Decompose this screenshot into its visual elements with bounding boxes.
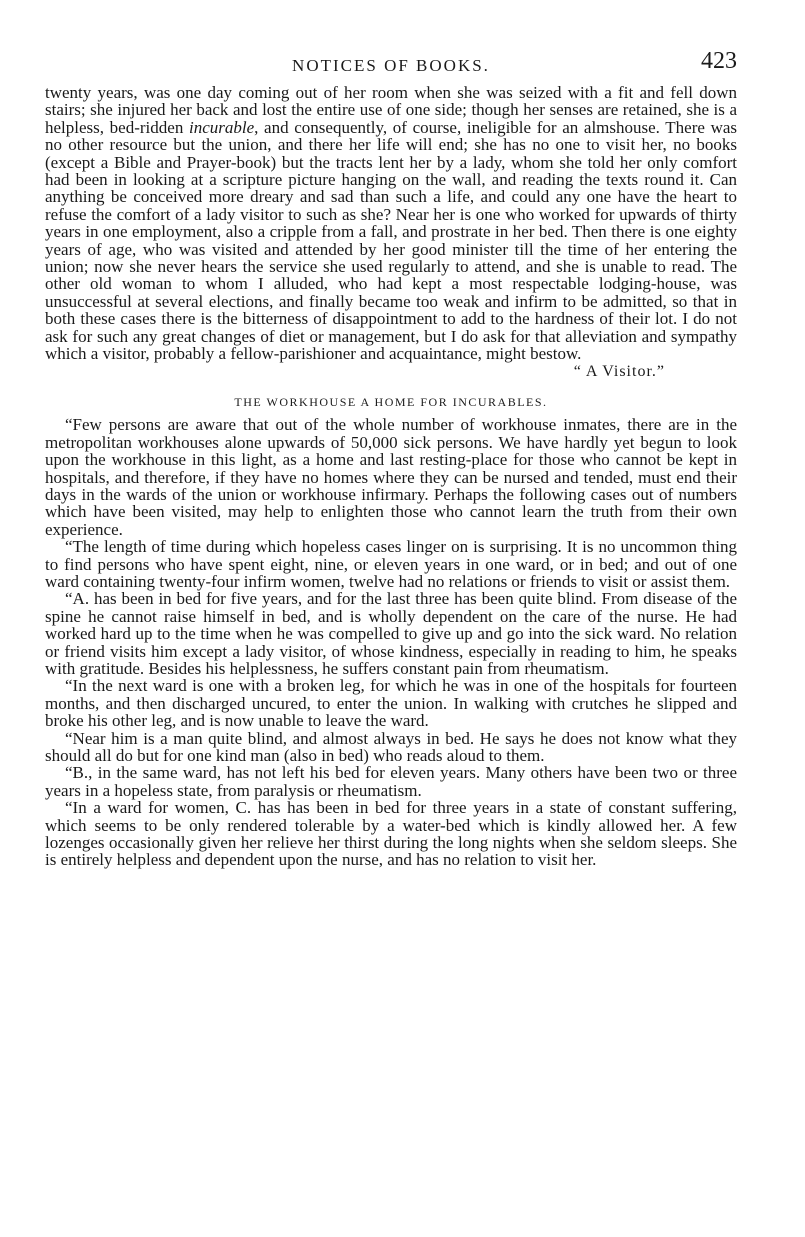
running-head [45, 48, 737, 84]
section-paragraph: “Few persons are aware that out of the whole number of workhouse inmates, there are in the metropolitan workhouses alone upwards of 50,000 sick persons. We have hardly yet begun to look upon the workhouse in this light, as a home and last resting-place for those who cannot be kept in hospitals, and therefore, if they have no homes where they can be nursed and tended, must end their days in the wards of the union or workhouse infirmary. Perhaps the following cases out of numbers which have been visited, may help to enlighten those who cannot learn the truth from their own experience. [45, 415, 737, 539]
section-paragraph: “The length of time during which hopeless cases linger on is surprising. It is no uncommon thing to find persons who have spent eight, nine, or eleven years in one ward, or in bed; and out of one ward containing twenty-four infirm women, twelve had no relations or friends to visit or assist them. [45, 537, 737, 591]
section-paragraph: “B., in the same ward, has not left his bed for eleven years. Many others have been two or three years in a hopeless state, from paralysis or rheumatism. [45, 763, 737, 800]
section-paragraph: “Near him is a man quite blind, and almost always in bed. He says he does not know what they should all do but for one kind man (also in bed) who reads aloud to them. [45, 728, 737, 766]
body-text [45, 84, 737, 869]
section-heading: THE WORKHOUSE A HOME FOR INCURABLES. [234, 394, 548, 409]
page-number: 423 [701, 48, 737, 74]
letter-paragraph [45, 84, 737, 363]
letter-signature: “ A Visitor.” [573, 362, 665, 380]
book-page [45, 48, 737, 869]
letter-text-start: twenty years, was one day coming out of her room when she was seized with a fit and fell down stairs; she injured her back and lost the entire use of one side; though her senses are retained, she is a helpless, bed-ridden [45, 83, 737, 137]
italic-word: incurable [188, 117, 255, 137]
section-paragraph: “In the next ward is one with a broken leg, for which he was in one of the hospitals for fourteen months, and then discharged uncured, to enter the union. In walking with crutches he slipped and broke his other leg, and is now unable to leave the ward. [45, 676, 737, 731]
running-title: NOTICES OF BOOKS. [292, 56, 490, 75]
section-paragraph: “A. has been in bed for five years, and for the last three has been quite blind. From disease of the spine he cannot raise himself in bed, and is wholly dependent on the care of the nurse. He had worked hard up to the time when he was compelled to give up and go into the sick ward. No relation or friend visits him except a lady visitor, of whose kindness, especially in reading to him, he speaks with gratitude. Besides his helplessness, he suffers constant pain from rheumatism. [45, 589, 737, 678]
letter-text-end: , and consequently, of course, ineligible for an almshouse. There was no other resource but the union, and there her life will end; she has no one to visit her, no books (except a Bible and Prayer-book) but the tracts lent her by a lady, whom she told her only comfort had been in looking at a scripture picture hanging on the wall, and reading the texts round it. Can anything be conceived more dreary and sad than such a life, and could any one have the heart to refuse the comfort of a lady visitor to such as she? Near her is one who worked for upwards of thirty years in one employment, also a cripple from a fall, and prostrate in her bed. Then there is one eighty years of age, who was visited and attended by her good minister till the time of her entering the union; now she never hears the service she used regularly to attend, and she is unable to read. The other old woman to whom I alluded, who had kept a most respectable lodging-house, was unsuccessful at several elections, and finally became too weak and infirm to be admitted, so that in both these cases there is the bitterness of disappointment to add to the hardness of their lot. I do not ask for such any great changes of diet or management, but I do ask for that alleviation and sympathy which a visitor, probably a fellow-parishioner and acquaintance, might bestow. [45, 117, 738, 364]
section-paragraph: “In a ward for women, C. has has been in bed for three years in a state of constant suffering, which seems to be only rendered tolerable by a water-bed which is kindly allowed her. A few lozenges occasionally given her relieve her thirst during the long nights when she seldom sleeps. She is entirely helpless and dependent upon the nurse, and has no relation to visit her. [45, 798, 737, 870]
